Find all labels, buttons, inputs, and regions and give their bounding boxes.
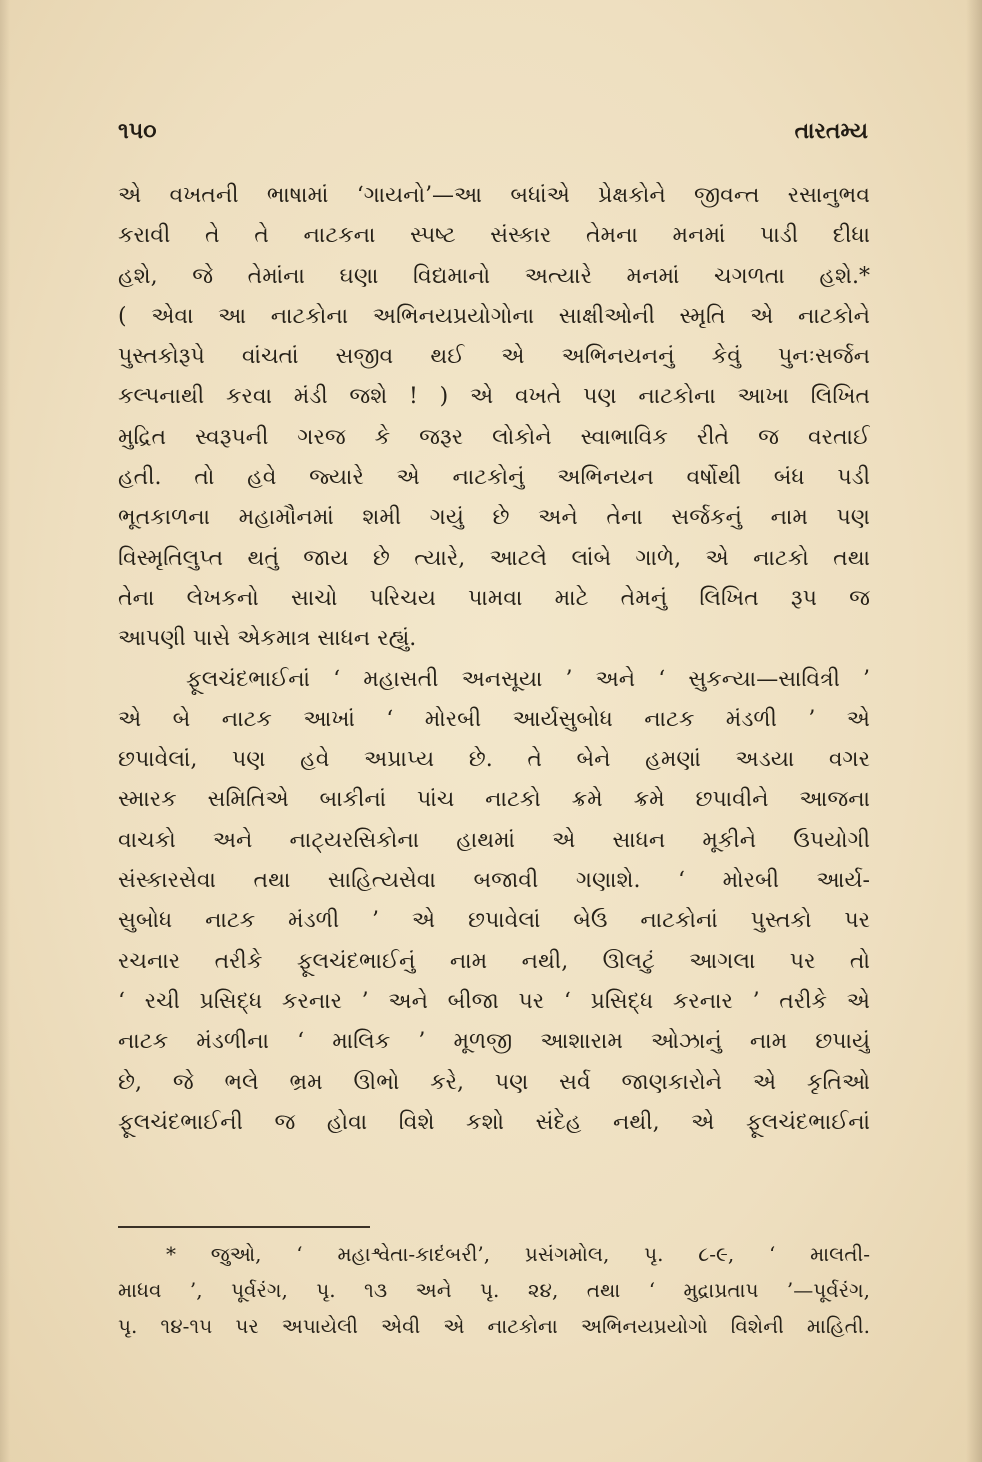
text-line: સ્મારક સમિતિએ બાકીનાં પાંચ નાટકો ક્રમે ક્રમે છપાવીને આજના (118, 787, 870, 813)
text-line: હતી. તો હવે જ્યારે એ નાટકોનું અભિનયન વર્ષોથી બંધ પડી (118, 465, 870, 491)
running-title: તારતમ્ય (794, 118, 868, 144)
text-line: આપણી પાસે એકમાત્ર સાધન રહ્યું. (118, 626, 417, 652)
text-line: હશે, જે તેમાંના ઘણા વિદ્યમાનો અત્યારે મનમાં ચગળતા હશે.* (118, 263, 870, 289)
body-text (118, 176, 870, 1143)
page-right-shadow (966, 0, 982, 1462)
text-line: વાચકો અને નાટ્યરસિકોના હાથમાં એ સાધન મૂકીને ઉપયોગી (118, 827, 870, 853)
text-line: રચનાર તરીકે ફૂલચંદભાઈનું નામ નથી, ઊલટું આગલા પર તો (118, 948, 870, 974)
text-line: મુદ્રિત સ્વરૂપની ગરજ કે જરૂર લોકોને સ્વાભાવિક રીતે જ વરતાઈ (118, 424, 870, 450)
text-line: નાટક મંડળીના ‘ માલિક ’ મૂળજી આશારામ ઓઝાનું નામ છપાયું (118, 1029, 870, 1055)
page-left-shadow (0, 0, 10, 1462)
text-line: તેના લેખકનો સાચો પરિચય પામવા માટે તેમનું લિખિત રૂપ જ (118, 585, 870, 611)
page-header (118, 118, 868, 148)
text-line: કરાવી તે તે નાટકના સ્પષ્ટ સંસ્કાર તેમના મનમાં પાડી દીધા (118, 223, 870, 249)
text-line: એ વખતની ભાષામાં ‘ગાયનો’—આ બધાંએ પ્રેક્ષકોને જીવન્ત રસાનુભવ (118, 183, 870, 208)
text-line: છપાવેલાં, પણ હવે અપ્રાપ્ય છે. તે બેને હમણાં અડયા વગર (118, 747, 870, 773)
text-line: ( એવા આ નાટકોના અભિનયપ્રયોગોના સાક્ષીઓની સ્મૃતિ એ નાટકોને (118, 303, 870, 329)
footnote (118, 1236, 870, 1344)
text-line: વિસ્મૃતિલુપ્ત થતું જાય છે ત્યારે, આટલે લાંબે ગાળે, એ નાટકો તથા (118, 545, 870, 571)
footnote-divider (118, 1226, 370, 1228)
text-line: પુસ્તકોરૂપે વાંચતાં સજીવ થઈ એ અભિનયનનું કેવું પુનઃસર્જન (118, 344, 870, 370)
footnote-line: * જુઓ, ‘ મહાશ્વેતા-કાદંબરી’, પ્રસંગમોલ, પૃ. ૮-૯, ‘ માલતી- (166, 1242, 870, 1266)
text-line: સંસ્કારસેવા તથા સાહિત્યસેવા બજાવી ગણાશે. ‘ મોરબી આર્ય- (118, 868, 870, 894)
text-line: સુબોધ નાટક મંડળી ’ એ છપાવેલાં બેઉ નાટકોનાં પુસ્તકો પર (118, 908, 870, 934)
footnote-line: પૃ. ૧૪-૧૫ પર અપાયેલી એવી એ નાટકોના અભિનયપ્રયોગો વિશેની માહિતી. (118, 1314, 870, 1338)
text-line: ‘ રચી પ્રસિદ્ધ કરનાર ’ અને બીજા પર ‘ પ્રસિદ્ધ કરનાર ’ તરીકે એ (118, 988, 870, 1014)
page-number: ૧૫૦ (118, 118, 157, 144)
text-line: ફૂલચંદભાઈની જ હોવા વિશે કશો સંદેહ નથી, એ ફૂલચંદભાઈનાં (118, 1109, 870, 1135)
text-line: કલ્પનાથી કરવા મંડી જશે ! ) એ વખતે પણ નાટકોના આખા લિખિત (118, 384, 870, 410)
text-line: એ બે નાટક આખાં ‘ મોરબી આર્યસુબોધ નાટક મંડળી ’ એ (118, 706, 870, 732)
text-line: ભૂતકાળના મહામૌનમાં શમી ગયું છે અને તેના સર્જકનું નામ પણ (118, 505, 870, 531)
text-line: ફૂલચંદભાઈનાં ‘ મહાસતી અનસૂયા ’ અને ‘ સુકન્યા—સાવિત્રી ’ (186, 666, 870, 692)
text-line: છે, જે ભલે ભ્રમ ઊભો કરે, પણ સર્વ જાણકારોને એ કૃતિઓ (118, 1069, 870, 1095)
footnote-line: માધવ ’, પૂર્વરંગ, પૃ. ૧૩ અને પૃ. ૨૪, તથા ‘ મુદ્રાપ્રતાપ ’—પૂર્વરંગ, (118, 1278, 870, 1302)
